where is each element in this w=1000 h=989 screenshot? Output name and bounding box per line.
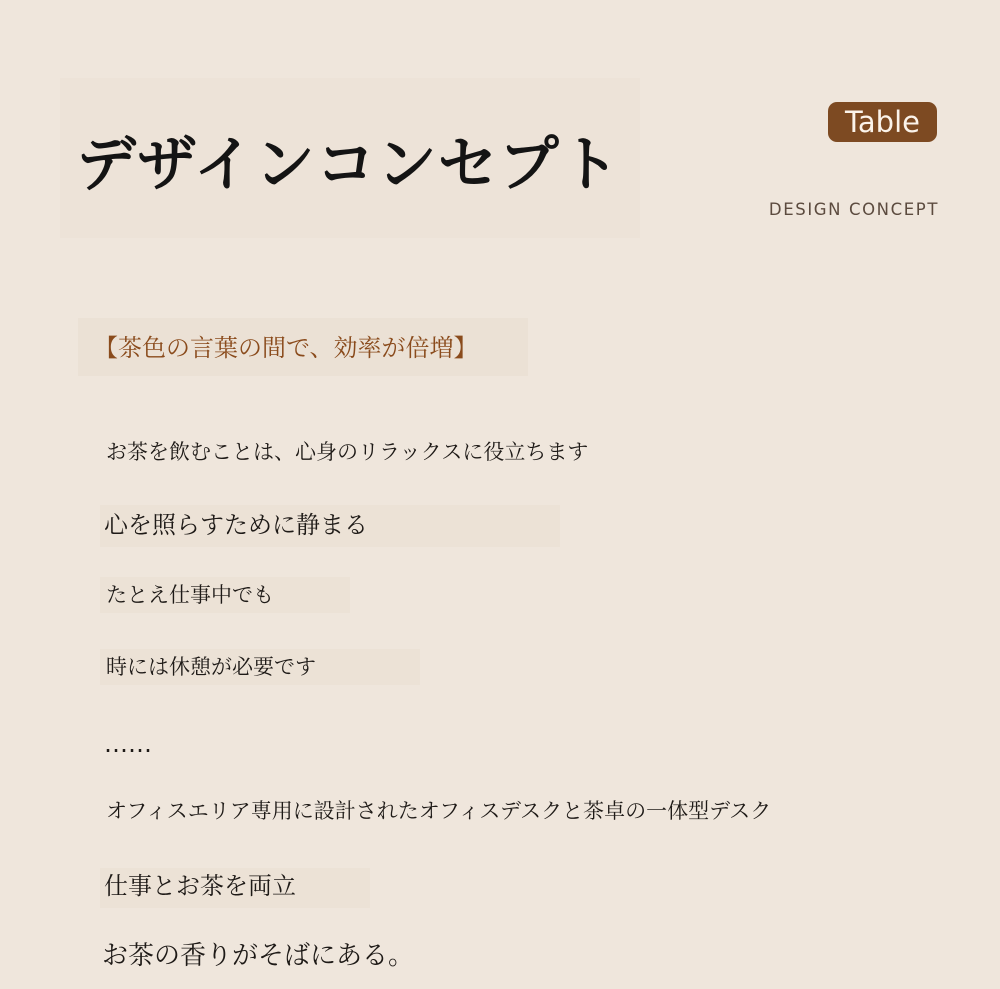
category-tag: Table [828,102,937,142]
body-line: たとえ仕事中でも [106,583,274,607]
body-line: 心を照らすために静まる [104,511,368,539]
page-title: デザインコンセプト [76,130,621,200]
body-line: オフィスエリア専用に設計されたオフィスデスクと茶卓の一体型デスク [106,799,772,823]
body-line: お茶の香りがそばにある。 [102,941,415,971]
body-line: 時には休憩が必要です [106,655,316,679]
page-subtitle: DESIGN CONCEPT [768,200,939,219]
body-line: 仕事とお茶を両立 [104,872,296,900]
body-line: …… [104,730,152,758]
body-line: お茶を飲むことは、心身のリラックスに役立ちます [106,440,589,464]
section-heading: 【茶色の言葉の間で、効率が倍増】 [94,334,478,362]
